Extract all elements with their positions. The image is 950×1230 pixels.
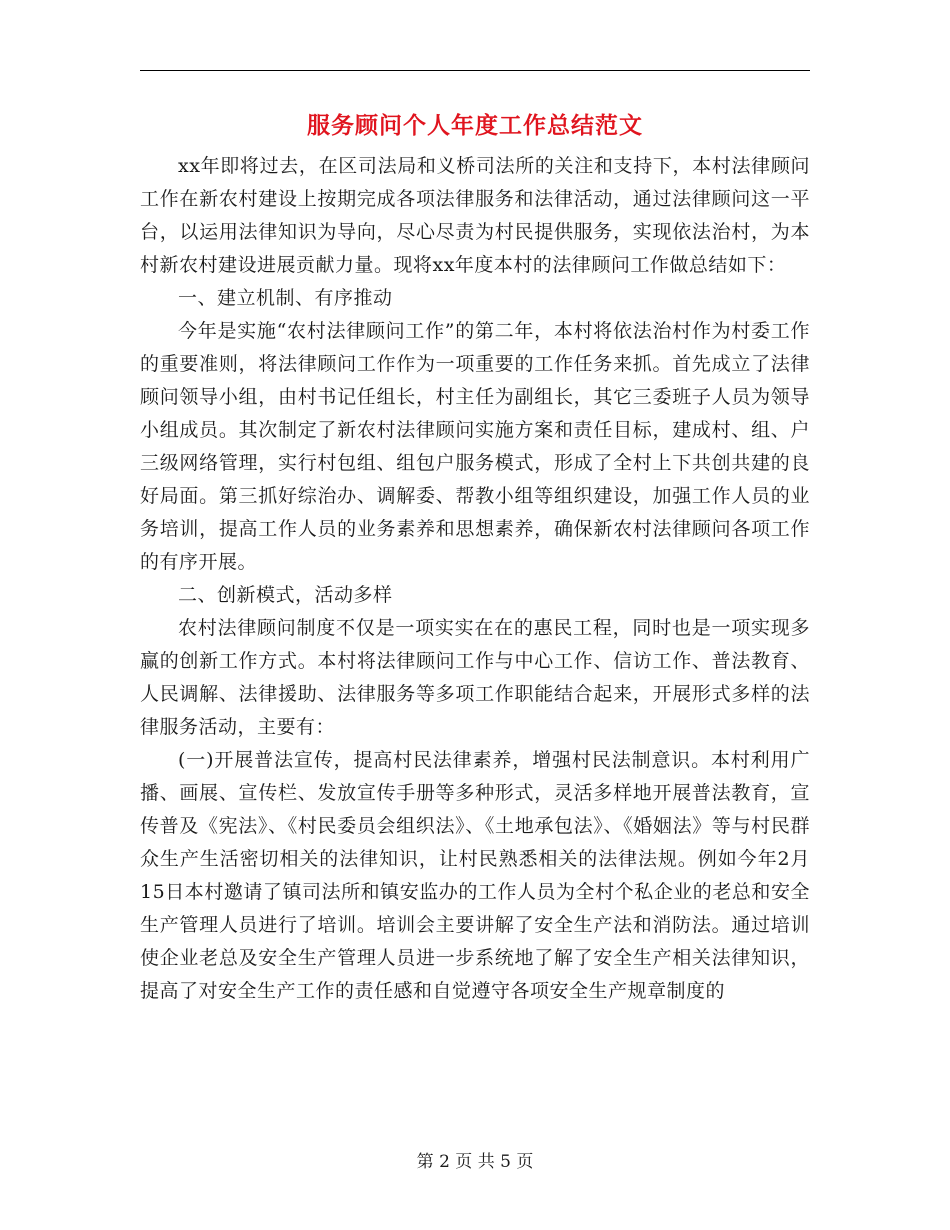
section-1-paragraph: 今年是实施“农村法律顾问工作”的第二年，本村将依法治村作为村委工作的重要准则，将法律顾问工作作为一项重要的工作任务来抓。首先成立了法律顾问领导小组，由村书记任组长，村主任为副组长，其它三委班子人员为领导小组成员。其次制定了新农村法律顾问实施方案和责任目标，建成村、组、户三级网络管理，实行村包组、组包户服务模式，形成了全村上下共创共建的良好局面。第三抓好综治办、调解委、帮教小组等组织建设，加强工作人员的业务培训，提高工作人员的业务素养和思想素养，确保新农村法律顾问各项工作的有序开展。: [140, 320, 810, 573]
intro-paragraph: xx年即将过去，在区司法局和义桥司法所的关注和支持下，本村法律顾问工作在新农村建设上按期完成各项法律服务和法律活动，通过法律顾问这一平台，以运用法律知识为导向，尽心尽责为村民提供服务，实现依法治村，为本村新农村建设进展贡献力量。现将xx年度本村的法律顾问工作做总结如下：: [140, 155, 810, 276]
document-title: 服务顾问个人年度工作总结范文: [307, 112, 643, 139]
document-body: [140, 150, 810, 1008]
subsection-1-paragraph: (一)开展普法宣传，提高村民法律素养，增强村民法制意识。本村利用广播、画展、宣传栏、发放宣传手册等多种形式，灵活多样地开展普法教育，宣传普及《宪法》、《村民委员会组织法》、《土地承包法》、《婚姻法》等与村民群众生产生活密切相关的法律知识，让村民熟悉相关的法律法规。例如今年2月15日本村邀请了镇司法所和镇安监办的工作人员为全村个私企业的老总和安全生产管理人员进行了培训。培训会主要讲解了安全生产法和消防法。通过培训使企业老总及安全生产管理人员进一步系统地了解了安全生产相关法律知识，提高了对安全生产工作的责任感和自觉遵守各项安全生产规章制度的: [140, 749, 810, 1002]
section-2-paragraph: 农村法律顾问制度不仅是一项实实在在的惠民工程，同时也是一项实现多赢的创新工作方式。本村将法律顾问工作与中心工作、信访工作、普法教育、人民调解、法律援助、法律服务等多项工作职能结合起来，开展形式多样的法律服务活动，主要有：: [140, 617, 810, 738]
header-rule: [140, 70, 810, 71]
section-heading-2: 二、创新模式，活动多样: [178, 584, 393, 606]
section-heading-1: 一、建立机制、有序推动: [178, 287, 393, 309]
page-number: 第 2 页 共 5 页: [416, 1152, 534, 1172]
